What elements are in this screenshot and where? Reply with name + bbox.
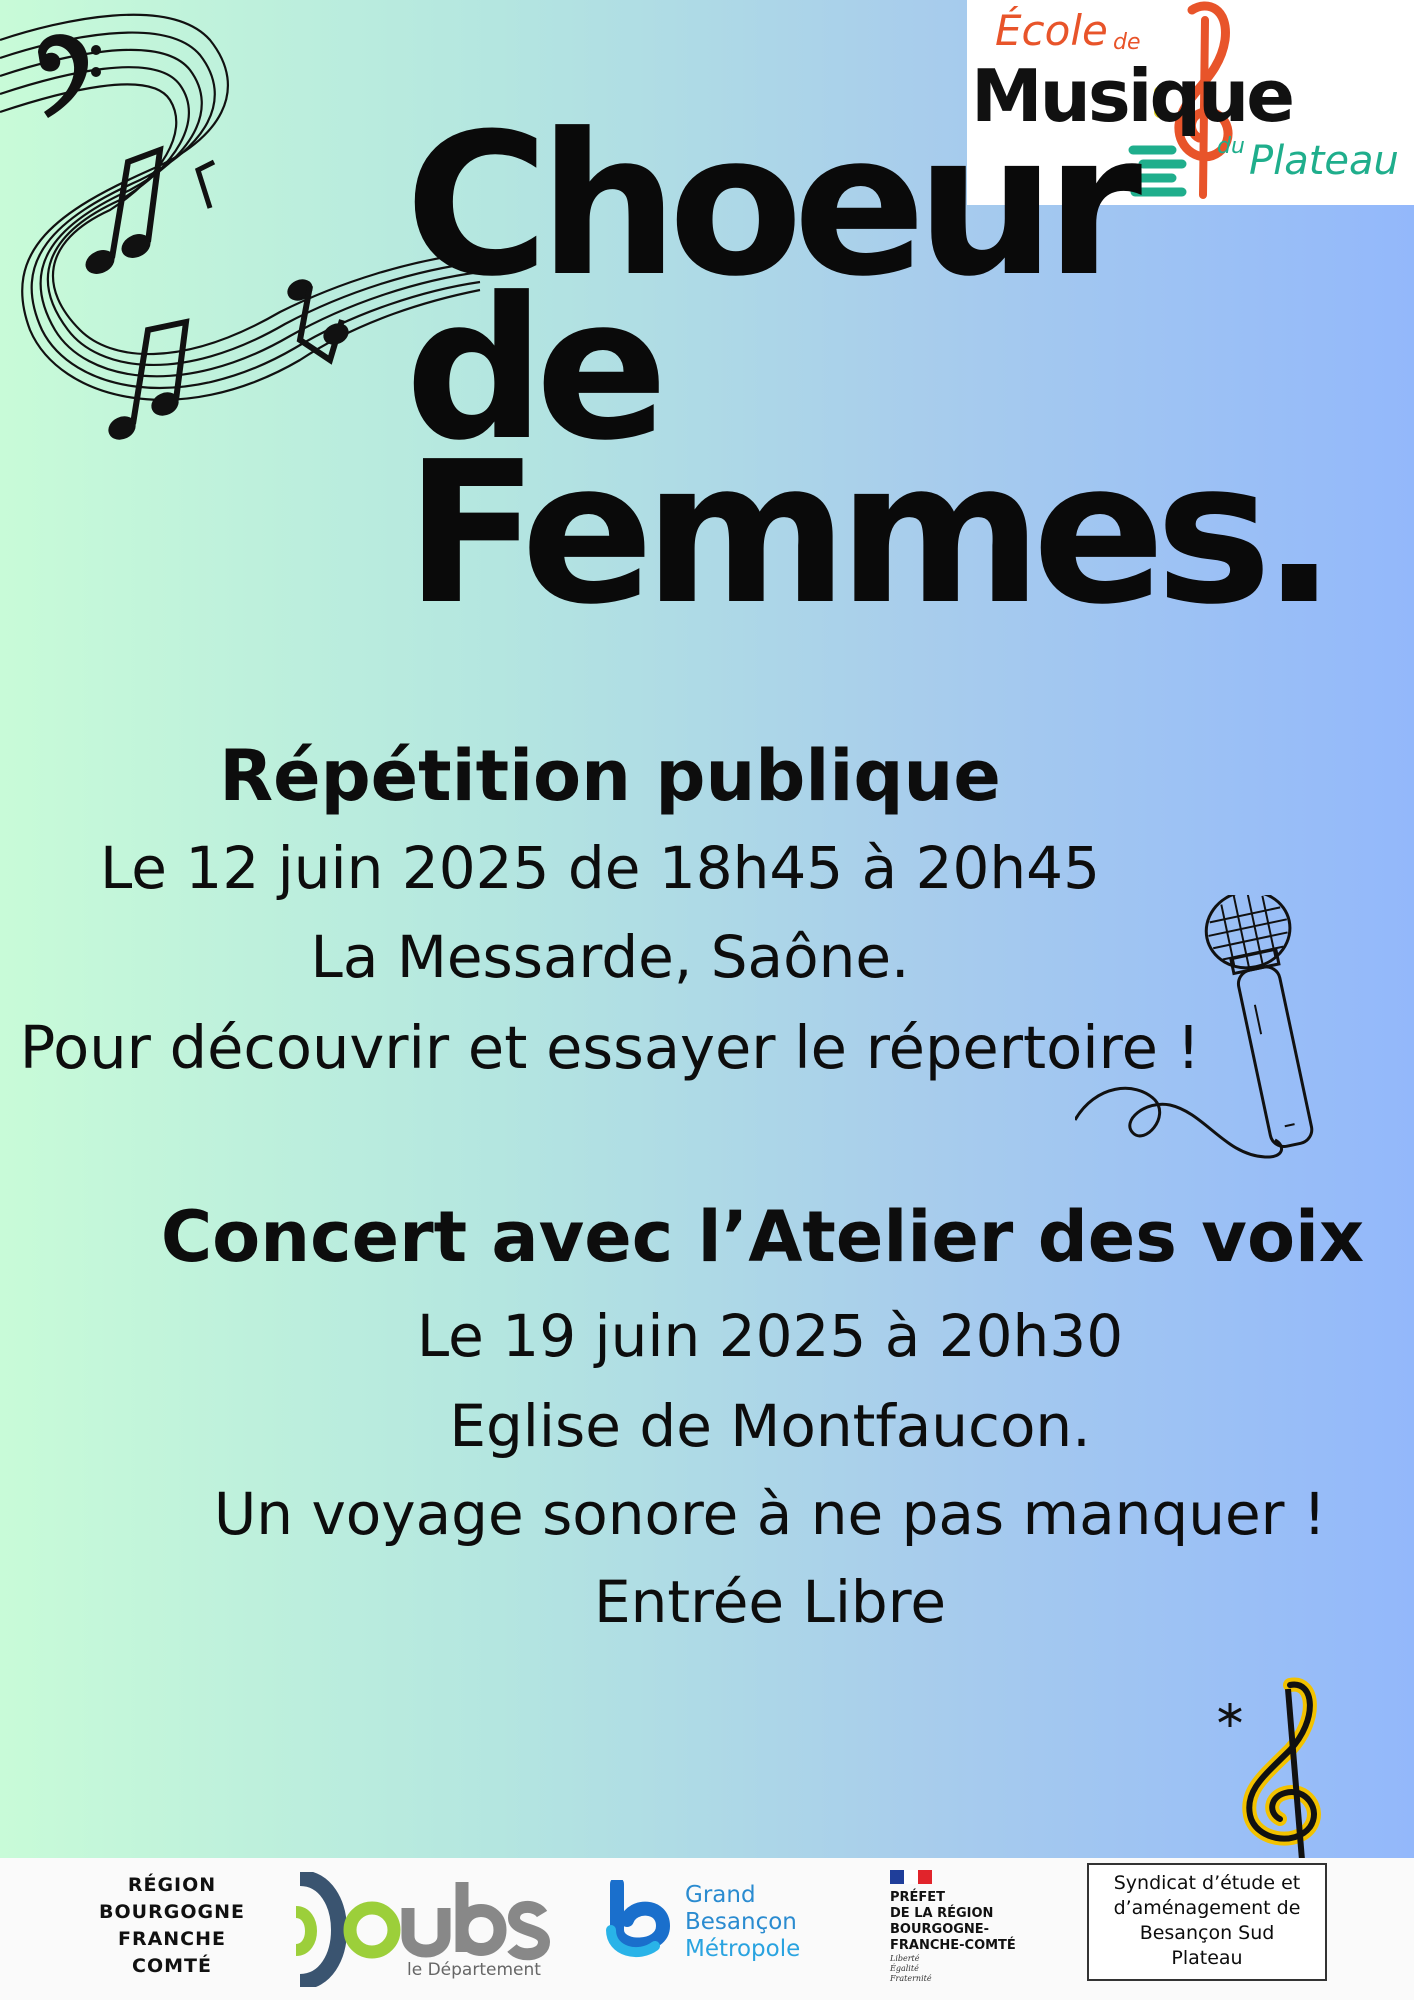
title-line-3: Femmes.: [405, 420, 1327, 648]
gbm-line-2: Besançon: [685, 1909, 797, 1935]
concert-place: Eglise de Montfaucon.: [449, 1392, 1091, 1460]
logo-ecole-text: École: [995, 6, 1108, 55]
prefet-line-1: PRÉFET: [890, 1890, 946, 1905]
logo-musique-text: Musique: [971, 54, 1293, 138]
title-line-2: de: [405, 256, 659, 484]
french-flag-icon: [890, 1870, 934, 1886]
treble-clef-icon: [1210, 1675, 1340, 1860]
doubs-logo: [292, 1872, 552, 1987]
concert-description: Un voyage sonore à ne pas manquer !: [213, 1480, 1327, 1548]
prefet-motto-1: Liberté: [890, 1954, 920, 1963]
bass-clef: [38, 34, 101, 118]
logo-de-text: de: [1113, 30, 1141, 55]
prefet-motto-2: Égalité: [890, 1964, 919, 1973]
syndicat-line-2: d’aménagement de: [1113, 1897, 1301, 1919]
syndicat-line-4: Plateau: [1171, 1947, 1243, 1969]
gbm-line-1: Grand: [685, 1882, 756, 1908]
prefet-line-2: DE LA RÉGION: [890, 1906, 994, 1921]
region-line-1: RÉGION: [127, 1874, 217, 1896]
syndicat-line-3: Besançon Sud: [1139, 1922, 1275, 1944]
doubs-letters-icon: [340, 1878, 550, 1968]
grand-besancon-metropole-logo: [605, 1880, 835, 1970]
sponsor-footer: [0, 1858, 1414, 2000]
gbm-line-3: Métropole: [685, 1936, 801, 1962]
rehearsal-place: La Messarde, Saône.: [310, 923, 910, 991]
gbm-b-icon: [605, 1880, 675, 1960]
title-line-1: Choeur: [405, 92, 1133, 320]
prefet-line-3: BOURGOGNE-: [890, 1922, 990, 1937]
prefet-region-logo: [890, 1870, 1050, 1995]
doubs-subtitle: le Département: [407, 1960, 541, 1980]
concert-heading: Concert avec l’Atelier des voix: [160, 1196, 1365, 1278]
logo-plateau-text: Plateau: [1249, 138, 1399, 184]
syndicat-line-1: Syndicat d’étude et: [1113, 1872, 1301, 1894]
concert-date: Le 19 juin 2025 à 20h30: [416, 1302, 1124, 1370]
region-bfc-logo: [92, 1872, 252, 1980]
rehearsal-date: Le 12 juin 2025 de 18h45 à 20h45: [100, 834, 1100, 902]
region-line-2: BOURGOGNE: [99, 1901, 245, 1923]
region-line-3: FRANCHE: [117, 1928, 227, 1950]
music-notes: [83, 150, 351, 443]
rehearsal-heading: Répétition publique: [219, 735, 1001, 817]
syndicat-logo: [1087, 1863, 1327, 1981]
logo-du-text: du: [1217, 134, 1245, 159]
prefet-motto-3: Fraternité: [890, 1974, 932, 1983]
region-line-4: COMTÉ: [132, 1955, 212, 1977]
rehearsal-description: Pour découvrir et essayer le répertoire !: [19, 1013, 1201, 1082]
concert-entry: Entrée Libre: [593, 1568, 947, 1636]
prefet-line-4: FRANCHE-COMTÉ: [890, 1938, 1016, 1953]
microphone-icon: [1075, 895, 1375, 1170]
